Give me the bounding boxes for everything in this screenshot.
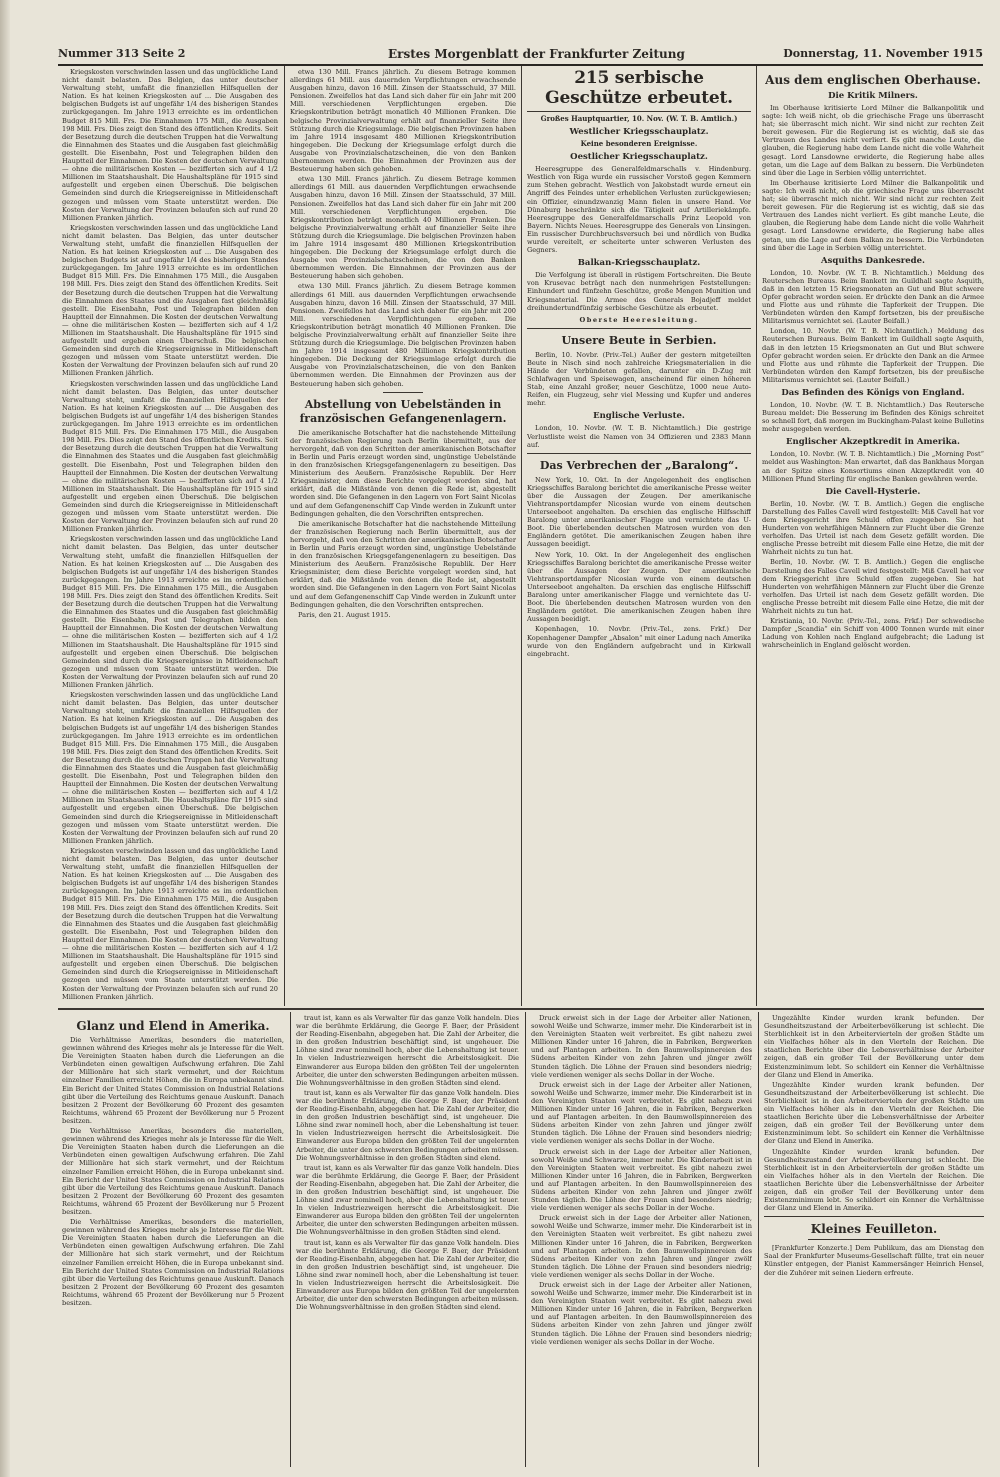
king-text: London, 10. Novbr. (W. T. B. Nichtamtlich.) Das Reutersche Bureau meldet: Die Besserung im Befinden des Königs schreitet so schnell fort, daß morgen im Buckingham-Palast keine Bulletins mehr ausgegeben werden. [762,401,984,434]
asquith-text: London, 10. Novbr. (W. T. B. Nichtamtlich.) Meldung des Reuterschen Bureaus. Beim Bankett im Guildhall sagte Asquith, daß in den letzten 15 Kriegsmonaten an Gut und Blut schwere Opfer gebracht worden seien. Er drückte den Dank an die Armee und Flotte aus und rühmte die Tapferkeit der Truppen. Die Verbündeten würden den Kampf fortsetzen, bis der preußische Militarismus vernichtet sei. (Lauter Beifall.) [762,268,984,326]
column-rule [756,66,757,1006]
bottom-column-2 [296,1014,519,1467]
column-1-text-cont: Kriegskosten verschwinden lassen und das unglückliche Land nicht damit belasten. Das Belgien, das unter deutscher Verwaltung steht, umfaßt die finanziellen Hilfsquellen der Nation. Es hat keinen Kriegskosten auf ... Die Ausgaben des belgischen Budgets ist auf ungefähr 1/4 des bisherigen Standes zurückgegangen. Im Jahre 1913 erreichte es im ordentlichen Budget 815 Mill. Frs. Die Einnahmen 175 Mill., die Ausgaben 198 Mill. Frs. Dies zeigt den Stand des öffentlichen Kredits. Seit der Besetzung durch die deutschen Truppen hat die Verwaltung die Einnahmen des Staates und die Ausgaben fast gleichmäßig gestellt. Die Eisenbahn, Post und Telegraphen bilden den Hauptteil der Einnahmen. Die Kosten der deutschen Verwaltung — ohne die militärischen Kosten — bezifferten sich auf 4 1/2 Millionen im Staatshaushalt. Die Haushaltspläne für 1915 sind aufgestellt und ergeben einen Überschuß. Die belgischen Gemeinden sind durch die Kriegsereignisse in Mitleidenschaft gezogen und müssen vom Staate unterstützt werden. Die Kosten der Verwaltung der Provinzen belaufen sich auf rund 20 Millionen Franken jährlich. [62,535,278,690]
glanz-text-cont: Die Verhältnisse Amerikas, besonders die materiellen, gewinnen während des Krieges mehr als je Interesse für die Welt. Die Vereinigten Staaten haben durch die Lieferungen an die Verbündeten einen gewaltigen Aufschwung erfahren. Die Zahl der Millionäre hat sich stark vermehrt, und der Reichtum einzelner Familien erreicht Höhen, die in Europa unbekannt sind. Ein Bericht der United States Commission on Industrial Relations gibt über die Verteilung des Reichtums genaue Auskunft. Danach besitzen 2 Prozent der Bevölkerung 60 Prozent des gesamten Reichtums, während 65 Prozent der Bevölkerung nur 5 Prozent besitzen. [62,1127,284,1216]
subhead-cavell: Die Cavell-Hysterie. [825,486,921,497]
headline-feuilleton: Kleines Feuilleton. [810,1222,938,1237]
separator [808,1239,940,1240]
article-headline-gefangenenlager: Abstellung von Uebelständen in französischen Gefangenenlagern. [299,397,507,425]
subhead-king: Das Befinden des Königs von England. [781,388,965,398]
glanz-text: Die Verhältnisse Amerikas, besonders die materiellen, gewinnen während des Krieges mehr als je Interesse für die Welt. Die Vereinigten Staaten haben durch die Lieferungen an die Verbündeten einen gewaltigen Aufschwung erfahren. Die Zahl der Millionäre hat sich stark vermehrt, und der Reichtum einzelner Familien erreicht Höhen, die in Europa unbekannt sind. Ein Bericht der United States Commission on Industrial Relations gibt über die Verteilung des Reichtums genaue Auskunft. Danach besitzen 2 Prozent der Bevölkerung 60 Prozent des gesamten Reichtums, während 65 Prozent der Bevölkerung nur 5 Prozent besitzen. [62,1036,284,1125]
column-rule [521,66,522,1006]
article-dateline: Paris, den 21. August 1915. [298,610,391,619]
separator [764,1216,984,1217]
feuilleton-text: [Frankfurter Konzerte.] Dem Publikum, das am Dienstag den Saal der Frankfurter Museums-Gesellschaft füllte, trat ein neuer Künstler entgegen, der Pianist Kammersänger Heinrich Hensel, der die Zuhörer mit seinen Liedern erfreute. [764,1244,984,1277]
section-divider [58,1008,984,1010]
issue-date: Donnerstag, 11. November 1915 [783,47,983,60]
column-1-text-cont: Kriegskosten verschwinden lassen und das unglückliche Land nicht damit belasten. Das Belgien, das unter deutscher Verwaltung steht, umfaßt die finanziellen Hilfsquellen der Nation. Es hat keinen Kriegskosten auf ... Die Ausgaben des belgischen Budgets ist auf ungefähr 1/4 des bisherigen Standes zurückgegangen. Im Jahre 1913 erreichte es im ordentlichen Budget 815 Mill. Frs. Die Einnahmen 175 Mill., die Ausgaben 198 Mill. Frs. Dies zeigt den Stand des öffentlichen Kredits. Seit der Besetzung durch die deutschen Truppen hat die Verwaltung die Einnahmen des Staates und die Ausgaben fast gleichmäßig gestellt. Die Eisenbahn, Post und Telegraphen bilden den Hauptteil der Einnahmen. Die Kosten der deutschen Verwaltung — ohne die militärischen Kosten — bezifferten sich auf 4 1/2 Millionen im Staatshaushalt. Die Haushaltspläne für 1915 sind aufgestellt und ergeben einen Überschuß. Die belgischen Gemeinden sind durch die Kriegsereignisse in Mitleidenschaft gezogen und müssen vom Staate unterstützt werden. Die Kosten der Verwaltung der Provinzen belaufen sich auf rund 20 Millionen Franken jährlich. [62,846,278,1001]
signature: Oberste Heeresleitung. [579,315,699,324]
column-1 [62,68,278,1006]
headline-baralong: Das Verbrechen der „Baralong“. [539,458,739,472]
hq-line: Großes Hauptquartier, 10. Nov. (W. T. B. Amtlich.) [540,114,738,123]
column-4 [762,68,984,1006]
scan-edge-left [0,0,10,1477]
kristiania-text: Kristiania, 10. Novbr. (Priv.-Tel., zens. Frkf.) Der schwedische Dampfer „Scandia“ ein Schiff von 4000 Tonnen wurde mit einer Ladung von Kohlen nach England aufgebracht; die Ladung ist wahrscheinlich in England gelöscht worden. [762,617,984,650]
bottom-column-3 [531,1014,752,1467]
glanz-text-b-cont: traut ist, kann es als Verwalter für das ganze Volk handeln. Dies war die berühmte Erklärung, die George F. Baer, der Präsident der Reading-Eisenbahn, abgegeben hat. Die Zahl der Arbeiter, die in den großen Industrien beschäftigt sind, ist ungeheuer. Die Löhne sind zwar nominell hoch, aber die Lebenshaltung ist teuer. In vielen Industriezweigen herrscht die Arbeitslosigkeit. Die Einwanderer aus Europa bilden den größten Teil der ungelernten Arbeiter, die unter den schwersten Bedingungen arbeiten müssen. Die Wohnungsverhältnisse in den großen Städten sind elend. [296,1163,519,1237]
column-1-text-cont: Kriegskosten verschwinden lassen und das unglückliche Land nicht damit belasten. Das Belgien, das unter deutscher Verwaltung steht, umfaßt die finanziellen Hilfsquellen der Nation. Es hat keinen Kriegskosten auf ... Die Ausgaben des belgischen Budgets ist auf ungefähr 1/4 des bisherigen Standes zurückgegangen. Im Jahre 1913 erreichte es im ordentlichen Budget 815 Mill. Frs. Die Einnahmen 175 Mill., die Ausgaben 198 Mill. Frs. Dies zeigt den Stand des öffentlichen Kredits. Seit der Besetzung durch die deutschen Truppen hat die Verwaltung die Einnahmen des Staates und die Ausgaben fast gleichmäßig gestellt. Die Eisenbahn, Post und Telegraphen bilden den Hauptteil der Einnahmen. Die Kosten der deutschen Verwaltung — ohne die militärischen Kosten — bezifferten sich auf 4 1/2 Millionen im Staatshaushalt. Die Haushaltspläne für 1915 sind aufgestellt und ergeben einen Überschuß. Die belgischen Gemeinden sind durch die Kriegsereignisse in Mitleidenschaft gezogen und müssen vom Staate unterstützt werden. Die Kosten der Verwaltung der Provinzen belaufen sich auf rund 20 Millionen Franken jährlich. [62,223,278,378]
serbia-report: Berlin, 10. Novbr. (Priv.-Tel.) Außer der gestern mitgeteilten Beute in Nisch sind noch zahlreiche Kriegsmaterialien in die Hände der Verbündeten gefallen, darunter ein D-Zug mit Schlafwagen und Speisewagen, anscheinend für einen höheren Stab, eine Anzahl großer, neuer Geschütze, 1000 neue Auto-Reifen, ein Flugzeug, sehr viel Messing und Kupfer und anderes mehr. [527,350,751,408]
column-1-text-cont: Kriegskosten verschwinden lassen und das unglückliche Land nicht damit belasten. Das Belgien, das unter deutscher Verwaltung steht, umfaßt die finanziellen Hilfsquellen der Nation. Es hat keinen Kriegskosten auf ... Die Ausgaben des belgischen Budgets ist auf ungefähr 1/4 des bisherigen Standes zurückgegangen. Im Jahre 1913 erreichte es im ordentlichen Budget 815 Mill. Frs. Die Einnahmen 175 Mill., die Ausgaben 198 Mill. Frs. Dies zeigt den Stand des öffentlichen Kredits. Seit der Besetzung durch die deutschen Truppen hat die Verwaltung die Einnahmen des Staates und die Ausgaben fast gleichmäßig gestellt. Die Eisenbahn, Post und Telegraphen bilden den Hauptteil der Einnahmen. Die Kosten der deutschen Verwaltung — ohne die militärischen Kosten — bezifferten sich auf 4 1/2 Millionen im Staatshaushalt. Die Haushaltspläne für 1915 sind aufgestellt und ergeben einen Überschuß. Die belgischen Gemeinden sind durch die Kriegsereignisse in Mitleidenschaft gezogen und müssen vom Staate unterstützt werden. Die Kosten der Verwaltung der Provinzen belaufen sich auf rund 20 Millionen Franken jährlich. [62,691,278,845]
milner-text: Im Oberhause kritisierte Lord Milner die Balkanpolitik und sagte: Ich weiß nicht, ob die griechische Frage uns überrascht hat; sie überrascht mich nicht. Wir sind nicht zur rechten Zeit bereit gewesen. Für die Regierung ist es wichtig, daß sie das Vertrauen des Landes nicht verliert. Es gibt manche Leute, die glauben, die Regierung habe dem Lande nicht die volle Wahrheit gesagt. Lord Lansdowne erwiderte, die Regierung habe alles getan, um die Lage auf dem Balkan zu bessern. Die Verbündeten sind über die Lage in Serbien völlig unterrichtet. [762,104,984,177]
section-english-losses: Englische Verluste. [593,411,685,422]
column-1-text: Kriegskosten verschwinden lassen und das unglückliche Land nicht damit belasten. Das Belgien, das unter deutscher Verwaltung steht, umfaßt die finanziellen Hilfsquellen der Nation. Es hat keinen Kriegskosten auf ... Die Ausgaben des belgischen Budgets ist auf ungefähr 1/4 des bisherigen Standes zurückgegangen. Im Jahre 1913 erreichte es im ordentlichen Budget 815 Mill. Frs. Die Einnahmen 175 Mill., die Ausgaben 198 Mill. Frs. Dies zeigt den Stand des öffentlichen Kredits. Seit der Besetzung durch die deutschen Truppen hat die Verwaltung die Einnahmen des Staates und die Ausgaben fast gleichmäßig gestellt. Die Eisenbahn, Post und Telegraphen bilden den Hauptteil der Einnahmen. Die Kosten der deutschen Verwaltung — ohne die militärischen Kosten — bezifferten sich auf 4 1/2 Millionen im Staatshaushalt. Die Haushaltspläne für 1915 sind aufgestellt und ergeben einen Überschuß. Die belgischen Gemeinden sind durch die Kriegsereignisse in Mitleidenschaft gezogen und müssen vom Staate unterstützt werden. Die Kosten der Verwaltung der Provinzen belaufen sich auf rund 20 Millionen Franken jährlich. [62,68,278,222]
glanz-text-c-cont: Druck erweist sich in der Lage der Arbeiter aller Nationen, sowohl Weiße und Schwarze, immer mehr. Die Kinderarbeit ist in den Vereinigten Staaten weit verbreitet. Es gibt nahezu zwei Millionen Kinder unter 16 Jahren, die in Fabriken, Bergwerken und auf Plantagen arbeiten. In den Baumwollspinnereien des Südens arbeiten Kinder von zehn Jahren und jünger zwölf Stunden täglich. Die Löhne der Frauen sind besonders niedrig; viele verdienen weniger als sechs Dollar in der Woche. [531,1214,752,1279]
column-rule [284,66,285,1006]
east-report: Heeresgruppe des Generalfeldmarschalls v. Hindenburg. Westlich von Riga wurde ein russischer Vorstoß gegen Kemmern zum Stehen gebracht. Westlich von Jakobstadt wurde erneut ein Angriff des Feindes unter erheblichen Verlusten zurückgewiesen; ein Offizier, einundzwanzig Mann fielen in unsere Hand. Vor Dünaburg beschränkte sich die Tätigkeit auf Artilleriekämpfe. Heeresgruppe des Generalfeldmarschalls Prinz Leopold von Bayern. Nichts Neues. Heeresgruppe des Generals von Linsingen. Ein russischer Durchbruchsversuch bei und nördlich von Budka wurde vereitelt, er scheiterte unter schweren Verlusten des Gegners. [527,165,751,255]
issue-number: Nummer 313 Seite 2 [58,47,186,60]
glanz-text-c: Druck erweist sich in der Lage der Arbeiter aller Nationen, sowohl Weiße und Schwarze, immer mehr. Die Kinderarbeit ist in den Vereinigten Staaten weit verbreitet. Es gibt nahezu zwei Millionen Kinder unter 16 Jahren, die in Fabriken, Bergwerken und auf Plantagen arbeiten. In den Baumwollspinnereien des Südens arbeiten Kinder von zehn Jahren und jünger zwölf Stunden täglich. Die Löhne der Frauen sind besonders niedrig; viele verdienen weniger als sechs Dollar in der Woche. [531,1014,752,1079]
article-body-cont: Die amerikanische Botschafter hat die nachstehende Mitteilung der französischen Regierung nach Berlin übermittelt, aus der hervorgeht, daß von den Schritten der amerikanischen Botschafter in Berlin und Paris erzeugt worden sind, ungünstige Uebelstände in den französischen Kriegsgefangenenlagern zu beseitigen. Das Ministerium des Aeußern. Französische Republik. Der Herr Kriegsminister, dem diese Berichte vorgelegt worden sind, hat erklärt, daß die Mißstände von denen die Rede ist, abgestellt worden sind. Die Gefangenen in den Lagern von Fort Saint Nicolas und auf dem Gefangenenschiff Cap Vinde werden in Zukunft unter Bedingungen gehalten, die den Vorschriften entsprechen. [290,519,516,609]
column-1-text-cont: Kriegskosten verschwinden lassen und das unglückliche Land nicht damit belasten. Das Belgien, das unter deutscher Verwaltung steht, umfaßt die finanziellen Hilfsquellen der Nation. Es hat keinen Kriegskosten auf ... Die Ausgaben des belgischen Budgets ist auf ungefähr 1/4 des bisherigen Standes zurückgegangen. Im Jahre 1913 erreichte es im ordentlichen Budget 815 Mill. Frs. Die Einnahmen 175 Mill., die Ausgaben 198 Mill. Frs. Dies zeigt den Stand des öffentlichen Kredits. Seit der Besetzung durch die deutschen Truppen hat die Verwaltung die Einnahmen des Staates und die Ausgaben fast gleichmäßig gestellt. Die Eisenbahn, Post und Telegraphen bilden den Hauptteil der Einnahmen. Die Kosten der deutschen Verwaltung — ohne die militärischen Kosten — bezifferten sich auf 4 1/2 Millionen im Staatshaushalt. Die Haushaltspläne für 1915 sind aufgestellt und ergeben einen Überschuß. Die belgischen Gemeinden sind durch die Kriegsereignisse in Mitleidenschaft gezogen und müssen vom Staate unterstützt werden. Die Kosten der Verwaltung der Provinzen belaufen sich auf rund 20 Millionen Franken jährlich. [62,379,278,534]
column-rule [525,1012,526,1467]
section-west: Westlicher Kriegsschauplatz. [569,127,709,138]
glanz-text-d-cont: Ungezählte Kinder wurden krank befunden. Der Gesundheitszustand der Arbeiterbevölkerung ist schlecht. Die Sterblichkeit ist in den Arbeitervierteln der großen Städte um ein Vielfaches höher als in den Vierteln der Reichen. Die staatlichen Berichte über die Lebensverhältnisse der Arbeiter zeigen, daß ein großer Teil der Bevölkerung unter dem Existenzminimum lebt. So schildert ein Kenner die Verhältnisse der Glanz und Elend in Amerika. [764,1080,984,1146]
headline-serbia: Unsere Beute in Serbien. [561,333,717,347]
newspaper-title: Erstes Morgenblatt der Frankfurter Zeitung [388,47,685,61]
glanz-text-c-cont: Druck erweist sich in der Lage der Arbeiter aller Nationen, sowohl Weiße und Schwarze, immer mehr. Die Kinderarbeit ist in den Vereinigten Staaten weit verbreitet. Es gibt nahezu zwei Millionen Kinder unter 16 Jahren, die in Fabriken, Bergwerken und auf Plantagen arbeiten. In den Baumwollspinnereien des Südens arbeiten Kinder von zehn Jahren und jünger zwölf Stunden täglich. Die Löhne der Frauen sind besonders niedrig; viele verdienen weniger als sechs Dollar in der Woche. [531,1080,752,1146]
column-2-text-cont: etwa 130 Mill. Francs jährlich. Zu diesem Betrage kommen allerdings 61 Mill. aus dauernden Verpflichtungen erwachsende Ausgaben hinzu, davon 16 Mill. Zinsen der Staatsschuld, 37 Mill. Pensionen. Zweifellos hat das Land sich daher für ein Jahr mit 200 Mill. verschiedenen Verpflichtungen ergeben. Die Kriegskontribution beträgt monatlich 40 Millionen Franken. Die belgische Provinzialverwaltung erhält auf finanzieller Seite ihre Stützung durch die Kriegsumlage. Die belgischen Provinzen haben im Jahre 1914 insgesamt 480 Millionen Kriegskontribution hingegeben. Die Deckung der Kriegsumlage erfolgt durch die Ausgabe von Provinzialschatzscheinen, die von den Banken übernommen werden. Die Einnahmen der Provinzen aus der Besteuerung haben sich gehoben. [290,282,516,388]
subhead-credit: Englischer Akzeptkredit in Amerika. [786,437,960,448]
separator [527,453,751,454]
glanz-text-c-cont: Druck erweist sich in der Lage der Arbeiter aller Nationen, sowohl Weiße und Schwarze, immer mehr. Die Kinderarbeit ist in den Vereinigten Staaten weit verbreitet. Es gibt nahezu zwei Millionen Kinder unter 16 Jahren, die in Fabriken, Bergwerken und auf Plantagen arbeiten. In den Baumwollspinnereien des Südens arbeiten Kinder von zehn Jahren und jünger zwölf Stunden täglich. Die Löhne der Frauen sind besonders niedrig; viele verdienen weniger als sechs Dollar in der Woche. [531,1147,752,1213]
main-headline: 215 serbische Geschütze erbeutet. [527,68,751,112]
separator [527,328,751,329]
column-3 [527,68,751,1006]
baralong-report: New York, 10. Okt. In der Angelegenheit des englischen Kriegsschiffes Baralong berichtet die amerikanische Presse weiter über die Aussagen der Zeugen. Der amerikanische Viehtransportdampfer Nicosian wurde von einem deutschen Unterseeboot angehalten. Da erschien das englische Hilfsschiff Baralong unter amerikanischer Flagge und vernichtete das U-Boot. Die überlebenden deutschen Matrosen wurden von den Engländern getötet. Die amerikanischen Zeugen haben ihre Aussagen beeidigt. [527,475,751,549]
bottom-column-1 [62,1014,284,1467]
glanz-text-c-cont: Druck erweist sich in der Lage der Arbeiter aller Nationen, sowohl Weiße und Schwarze, immer mehr. Die Kinderarbeit ist in den Vereinigten Staaten weit verbreitet. Es gibt nahezu zwei Millionen Kinder unter 16 Jahren, die in Fabriken, Bergwerken und auf Plantagen arbeiten. In den Baumwollspinnereien des Südens arbeiten Kinder von zehn Jahren und jünger zwölf Stunden täglich. Die Löhne der Frauen sind besonders niedrig; viele verdienen weniger als sechs Dollar in der Woche. [531,1281,752,1346]
bottom-column-4 [764,1014,984,1467]
credit-text: London, 10. Novbr. (W. T. B. Nichtamtlich.) Die „Morning Post“ meldet aus Washington: Man erwartet, daß das Bankhaus Morgan an der Spitze eines Konsortiums einen Akzeptkredit von 40 Millionen Pfund Sterling für englische Banken gewähren werde. [762,450,984,483]
cavell-text-cont: Berlin, 10. Novbr. (W. T. B. Amtlich.) Gegen die englische Darstellung des Falles Cavell wird festgestellt: Miß Cavell hat vor dem Kriegsgericht ihre Schuld offen zugegeben. Sie hat Hunderten von wehrfähigen Männern zur Flucht über die Grenze verholfen. Das Urteil ist nach dem Gesetz gefällt worden. Die englische Presse betreibt mit diesem Falle eine Hetze, die mit der Wahrheit nichts zu tun hat. [762,558,984,615]
english-losses-report: London, 10. Novbr. (W. T. B. Nichtamtlich.) Die gestrige Verlustliste weist die Namen von 34 Offizieren und 2383 Mann auf. [527,424,751,449]
column-2-text-cont: etwa 130 Mill. Francs jährlich. Zu diesem Betrage kommen allerdings 61 Mill. aus dauernden Verpflichtungen erwachsende Ausgaben hinzu, davon 16 Mill. Zinsen der Staatsschuld, 37 Mill. Pensionen. Zweifellos hat das Land sich daher für ein Jahr mit 200 Mill. verschiedenen Verpflichtungen ergeben. Die Kriegskontribution beträgt monatlich 40 Millionen Franken. Die belgische Provinzialverwaltung erhält auf finanzieller Seite ihre Stützung durch die Kriegsumlage. Die belgischen Provinzen haben im Jahre 1914 insgesamt 480 Millionen Kriegskontribution hingegeben. Die Deckung der Kriegsumlage erfolgt durch die Ausgabe von Provinzialschatzscheinen, die von den Banken übernommen werden. Die Einnahmen der Provinzen aus der Besteuerung haben sich gehoben. [290,175,516,281]
asquith-text-cont: London, 10. Novbr. (W. T. B. Nichtamtlich.) Meldung des Reuterschen Bureaus. Beim Bankett im Guildhall sagte Asquith, daß in den letzten 15 Kriegsmonaten an Gut und Blut schwere Opfer gebracht worden seien. Er drückte den Dank an die Armee und Flotte aus und rühmte die Tapferkeit der Truppen. Die Verbündeten würden den Kampf fortsetzen, bis der preußische Militarismus vernichtet sei. (Lauter Beifall.) [762,327,984,384]
column-2-text: etwa 130 Mill. Francs jährlich. Zu diesem Betrage kommen allerdings 61 Mill. aus dauernden Verpflichtungen erwachsende Ausgaben hinzu, davon 16 Mill. Zinsen der Staatsschuld, 37 Mill. Pensionen. Zweifellos hat das Land sich daher für ein Jahr mit 200 Mill. verschiedenen Verpflichtungen ergeben. Die Kriegskontribution beträgt monatlich 40 Millionen Franken. Die belgische Provinzialverwaltung erhält auf finanzieller Seite ihre Stützung durch die Kriegsumlage. Die belgischen Provinzen haben im Jahre 1914 insgesamt 480 Millionen Kriegskontribution hingegeben. Die Deckung der Kriegsumlage erfolgt durch die Ausgabe von Provinzialschatzscheinen, die von den Banken übernommen werden. Die Einnahmen der Provinzen aus der Besteuerung haben sich gehoben. [290,68,516,174]
column-rule [758,1012,759,1467]
glanz-text-b-cont: traut ist, kann es als Verwalter für das ganze Volk handeln. Dies war die berühmte Erklärung, die George F. Baer, der Präsident der Reading-Eisenbahn, abgegeben hat. Die Zahl der Arbeiter, die in den großen Industrien beschäftigt sind, ist ungeheuer. Die Löhne sind zwar nominell hoch, aber die Lebenshaltung ist teuer. In vielen Industriezweigen herrscht die Arbeitslosigkeit. Die Einwanderer aus Europa bilden den größten Teil der ungelernten Arbeiter, die unter den schwersten Bedingungen arbeiten müssen. Die Wohnungsverhältnisse in den großen Städten sind elend. [296,1088,519,1162]
balkan-report: Die Verfolgung ist überall in rüstigem Fortschreiten. Die Beute von Krusevac beträgt nach den nunmehrigen Feststellungen: Einhundert und fünfzehn Geschütze, große Mengen Munition und Kriegsmaterial. Die Armee des Generals Bojadjeff meldet dreihundertundfünfzig serbische Geschütze als erbeutet. [527,271,751,312]
baralong-report-cont: New York, 10. Okt. In der Angelegenheit des englischen Kriegsschiffes Baralong berichtet die amerikanische Presse weiter über die Aussagen der Zeugen. Der amerikanische Viehtransportdampfer Nicosian wurde von einem deutschen Unterseeboot angehalten. Da erschien das englische Hilfsschiff Baralong unter amerikanischer Flagge und vernichtete das U-Boot. Die überlebenden deutschen Matrosen wurden von den Engländern getötet. Die amerikanischen Zeugen haben ihre Aussagen beeidigt. [527,550,751,624]
headline-oberhaus: Aus dem englischen Oberhause. [765,73,981,87]
glanz-text-b-cont: traut ist, kann es als Verwalter für das ganze Volk handeln. Dies war die berühmte Erklärung, die George F. Baer, der Präsident der Reading-Eisenbahn, abgegeben hat. Die Zahl der Arbeiter, die in den großen Industrien beschäftigt sind, ist ungeheuer. Die Löhne sind zwar nominell hoch, aber die Lebenshaltung ist teuer. In vielen Industriezweigen herrscht die Arbeitslosigkeit. Die Einwanderer aus Europa bilden den größten Teil der ungelernten Arbeiter, die unter den schwersten Bedingungen arbeiten müssen. Die Wohnungsverhältnisse in den großen Städten sind elend. [296,1238,519,1312]
article-body: Die amerikanische Botschafter hat die nachstehende Mitteilung der französischen Regierung nach Berlin übermittelt, aus der hervorgeht, daß von den Schritten der amerikanischen Botschafter in Berlin und Paris erzeugt worden sind, ungünstige Uebelstände in den französischen Kriegsgefangenenlagern zu beseitigen. Das Ministerium des Aeußern. Französische Republik. Der Herr Kriegsminister, dem diese Berichte vorgelegt worden sind, hat erklärt, daß die Mißstände von denen die Rede ist, abgestellt worden sind. Die Gefangenen in den Lagern von Fort Saint Nicolas und auf dem Gefangenenschiff Cap Vinde werden in Zukunft unter Bedingungen gehalten, die den Vorschriften entsprechen. [290,428,516,518]
column-2 [290,68,516,1006]
separator [383,392,423,393]
subhead-milner: Die Kritik Milners. [828,91,918,101]
glanz-text-cont: Die Verhältnisse Amerikas, besonders die materiellen, gewinnen während des Krieges mehr als je Interesse für die Welt. Die Vereinigten Staaten haben durch die Lieferungen an die Verbündeten einen gewaltigen Aufschwung erfahren. Die Zahl der Millionäre hat sich stark vermehrt, und der Reichtum einzelner Familien erreicht Höhen, die in Europa unbekannt sind. Ein Bericht der United States Commission on Industrial Relations gibt über die Verteilung des Reichtums genaue Auskunft. Danach besitzen 2 Prozent der Bevölkerung 60 Prozent des gesamten Reichtums, während 65 Prozent der Bevölkerung nur 5 Prozent besitzen. [62,1218,284,1307]
headline-glanz-elend: Glanz und Elend in Amerika. [76,1019,270,1033]
masthead [58,44,983,66]
cavell-text: Berlin, 10. Novbr. (W. T. B. Amtlich.) Gegen die englische Darstellung des Falles Cavell wird festgestellt: Miß Cavell hat vor dem Kriegsgericht ihre Schuld offen zugegeben. Sie hat Hunderten von wehrfähigen Männern zur Flucht über die Grenze verholfen. Das Urteil ist nach dem Gesetz gefällt worden. Die englische Presse betreibt mit diesem Falle eine Hetze, die mit der Wahrheit nichts zu tun hat. [762,499,984,557]
kopenhagen-report: Kopenhagen, 10. Novbr. (Priv.-Tel., zens. Frkf.) Der Kopenhagener Dampfer „Absalon“ mit einer Ladung nach Amerika wurde von den Engländern aufgebracht und in Kirkwall eingebracht. [527,625,751,658]
column-rule [290,1012,291,1467]
milner-text-cont: Im Oberhause kritisierte Lord Milner die Balkanpolitik und sagte: Ich weiß nicht, ob die griechische Frage uns überrascht hat; sie überrascht mich nicht. Wir sind nicht zur rechten Zeit bereit gewesen. Für die Regierung ist es wichtig, daß sie das Vertrauen des Landes nicht verliert. Es gibt manche Leute, die glauben, die Regierung habe dem Lande nicht die volle Wahrheit gesagt. Lord Lansdowne erwiderte, die Regierung habe alles getan, um die Lage auf dem Balkan zu bessern. Die Verbündeten sind über die Lage in Serbien völlig unterrichtet. [762,178,984,252]
west-report: Keine besonderen Ereignisse. [580,139,698,149]
glanz-text-b: traut ist, kann es als Verwalter für das ganze Volk handeln. Dies war die berühmte Erklärung, die George F. Baer, der Präsident der Reading-Eisenbahn, abgegeben hat. Die Zahl der Arbeiter, die in den großen Industrien beschäftigt sind, ist ungeheuer. Die Löhne sind zwar nominell hoch, aber die Lebenshaltung ist teuer. In vielen Industriezweigen herrscht die Arbeitslosigkeit. Die Einwanderer aus Europa bilden den größten Teil der ungelernten Arbeiter, die unter den schwersten Bedingungen arbeiten müssen. Die Wohnungsverhältnisse in den großen Städten sind elend. [296,1014,519,1087]
subhead-asquith: Asquiths Dankesrede. [821,255,925,266]
glanz-text-d: Ungezählte Kinder wurden krank befunden. Der Gesundheitszustand der Arbeiterbevölkerung ist schlecht. Die Sterblichkeit ist in den Arbeitervierteln der großen Städte um ein Vielfaches höher als in den Vierteln der Reichen. Die staatlichen Berichte über die Lebensverhältnisse der Arbeiter zeigen, daß ein großer Teil der Bevölkerung unter dem Existenzminimum lebt. So schildert ein Kenner die Verhältnisse der Glanz und Elend in Amerika. [764,1014,984,1079]
section-balkan: Balkan-Kriegsschauplatz. [577,258,701,269]
glanz-text-d-cont: Ungezählte Kinder wurden krank befunden. Der Gesundheitszustand der Arbeiterbevölkerung ist schlecht. Die Sterblichkeit ist in den Arbeitervierteln der großen Städte um ein Vielfaches höher als in den Vierteln der Reichen. Die staatlichen Berichte über die Lebensverhältnisse der Arbeiter zeigen, daß ein großer Teil der Bevölkerung unter dem Existenzminimum lebt. So schildert ein Kenner die Verhältnisse der Glanz und Elend in Amerika. [764,1147,984,1213]
section-east: Oestlicher Kriegsschauplatz. [570,152,708,163]
